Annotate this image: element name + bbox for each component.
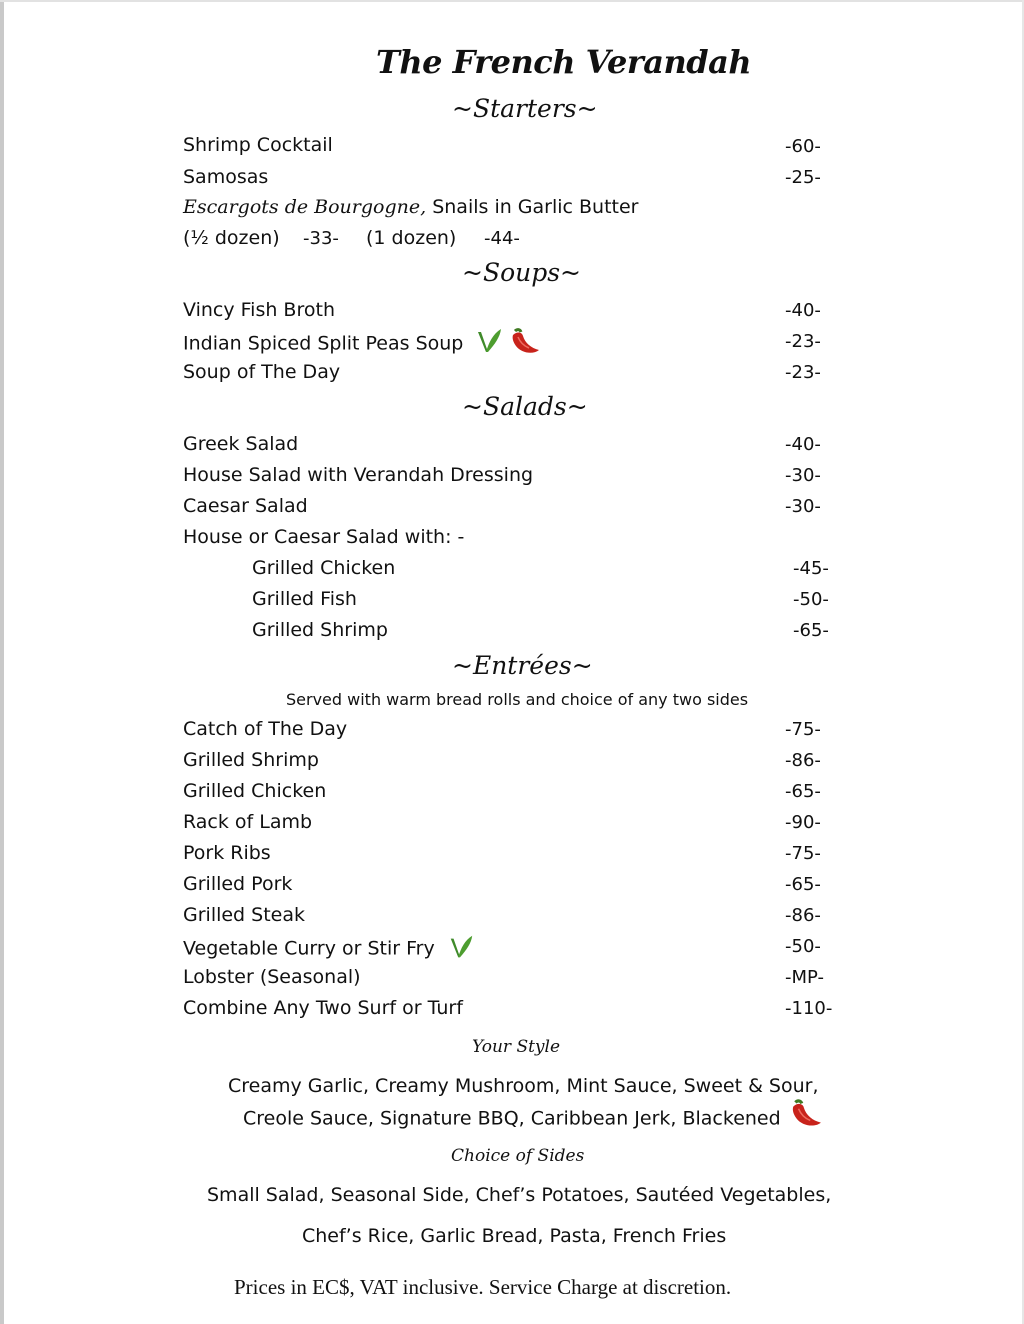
section-salads: ~Salads~ <box>462 392 588 421</box>
menu-item-name: Combine Any Two Surf or Turf <box>183 997 463 1019</box>
sides-line-2: Chef’s Rice, Garlic Bread, Pasta, French Fries <box>302 1225 727 1247</box>
menu-item-price: -30- <box>785 465 821 486</box>
menu-item-name: Caesar Salad <box>183 495 308 517</box>
menu-item-name: Greek Salad <box>183 433 299 455</box>
menu-item-price: -MP- <box>785 967 824 988</box>
your-style-line-2: Creole Sauce, Signature BBQ, Caribbean Jerk, Blackened <box>243 1107 781 1130</box>
footer-note: Prices in EC$, VAT inclusive. Service Charge at discretion. <box>234 1275 732 1299</box>
escargots-line <box>183 198 639 217</box>
menu-item-name: Grilled Shrimp <box>252 619 388 641</box>
menu-item-price: -23- <box>785 331 821 352</box>
menu-item-price: -65- <box>785 781 821 802</box>
menu-item-name: Shrimp Cocktail <box>183 134 333 156</box>
menu-item-row <box>183 937 475 961</box>
menu-item-price: -86- <box>785 750 821 771</box>
menu-item-name: Pork Ribs <box>183 842 271 864</box>
your-style-line-2-row <box>243 1108 823 1130</box>
sides-line-1: Small Salad, Seasonal Side, Chef’s Potatoes, Sautéed Vegetables, <box>207 1184 832 1206</box>
menu-item-name: Grilled Chicken <box>252 557 396 579</box>
menu-item-name: Grilled Shrimp <box>183 749 319 771</box>
salad-addon-header: House or Caesar Salad with: - <box>183 526 465 548</box>
vegetarian-leaf-icon <box>475 326 503 356</box>
menu-item-name: House Salad with Verandah Dressing <box>183 464 534 486</box>
menu-item-price: -60- <box>785 136 821 157</box>
menu-item-price: -50- <box>785 936 821 957</box>
menu-item-name: Lobster (Seasonal) <box>183 966 361 988</box>
chili-pepper-icon <box>509 326 541 356</box>
menu-item-price: -90- <box>785 812 821 833</box>
page-left-border <box>0 0 4 1324</box>
menu-item-name: Grilled Fish <box>252 588 357 610</box>
menu-item-price: -86- <box>785 905 821 926</box>
escargots-full: (1 dozen) <box>366 227 457 249</box>
menu-item-name: Soup of The Day <box>183 361 341 383</box>
entrees-note: Served with warm bread rolls and choice of any two sides <box>286 690 749 709</box>
section-starters: ~Starters~ <box>452 94 598 123</box>
menu-item-name: Grilled Chicken <box>183 780 327 802</box>
menu-item-name: Vegetable Curry or Stir Fry <box>183 937 435 960</box>
menu-title: The French Verandah <box>376 43 752 81</box>
menu-item-price: -40- <box>785 300 821 321</box>
menu-item-price: -65- <box>793 620 829 641</box>
menu-item-name: Samosas <box>183 166 269 188</box>
escargots-full-price: -44- <box>484 228 520 249</box>
escargots-name-italic: Escargots de Bourgogne, <box>183 196 427 218</box>
menu-item-price: -30- <box>785 496 821 517</box>
menu-item-name: Vincy Fish Broth <box>183 299 335 321</box>
menu-item-price: -23- <box>785 362 821 383</box>
menu-item-price: -50- <box>793 589 829 610</box>
your-style-line-1: Creamy Garlic, Creamy Mushroom, Mint Sauce, Sweet & Sour, <box>228 1075 819 1097</box>
page-top-border <box>0 0 1024 2</box>
escargots-half: (½ dozen) <box>183 227 280 249</box>
menu-item-name: Indian Spiced Split Peas Soup <box>183 332 464 355</box>
menu-item-price: -45- <box>793 558 829 579</box>
menu-item-name: Grilled Steak <box>183 904 306 926</box>
escargots-name-rest: Snails in Garlic Butter <box>426 196 639 218</box>
menu-item-price: -40- <box>785 434 821 455</box>
chili-pepper-icon <box>789 1096 823 1130</box>
menu-item-row <box>183 332 541 356</box>
escargots-half-price: -33- <box>303 228 339 249</box>
menu-item-price: -75- <box>785 719 821 740</box>
sides-heading: Choice of Sides <box>451 1146 585 1166</box>
menu-item-price: -25- <box>785 167 821 188</box>
menu-item-name: Rack of Lamb <box>183 811 313 833</box>
menu-item-name: Catch of The Day <box>183 718 348 740</box>
menu-item-price: -110- <box>785 998 833 1019</box>
menu-item-name: Grilled Pork <box>183 873 293 895</box>
your-style-heading: Your Style <box>472 1037 561 1057</box>
vegetarian-leaf-icon <box>447 933 475 961</box>
section-entrees: ~Entrées~ <box>452 651 593 680</box>
menu-item-price: -65- <box>785 874 821 895</box>
section-soups: ~Soups~ <box>462 258 582 287</box>
menu-item-price: -75- <box>785 843 821 864</box>
